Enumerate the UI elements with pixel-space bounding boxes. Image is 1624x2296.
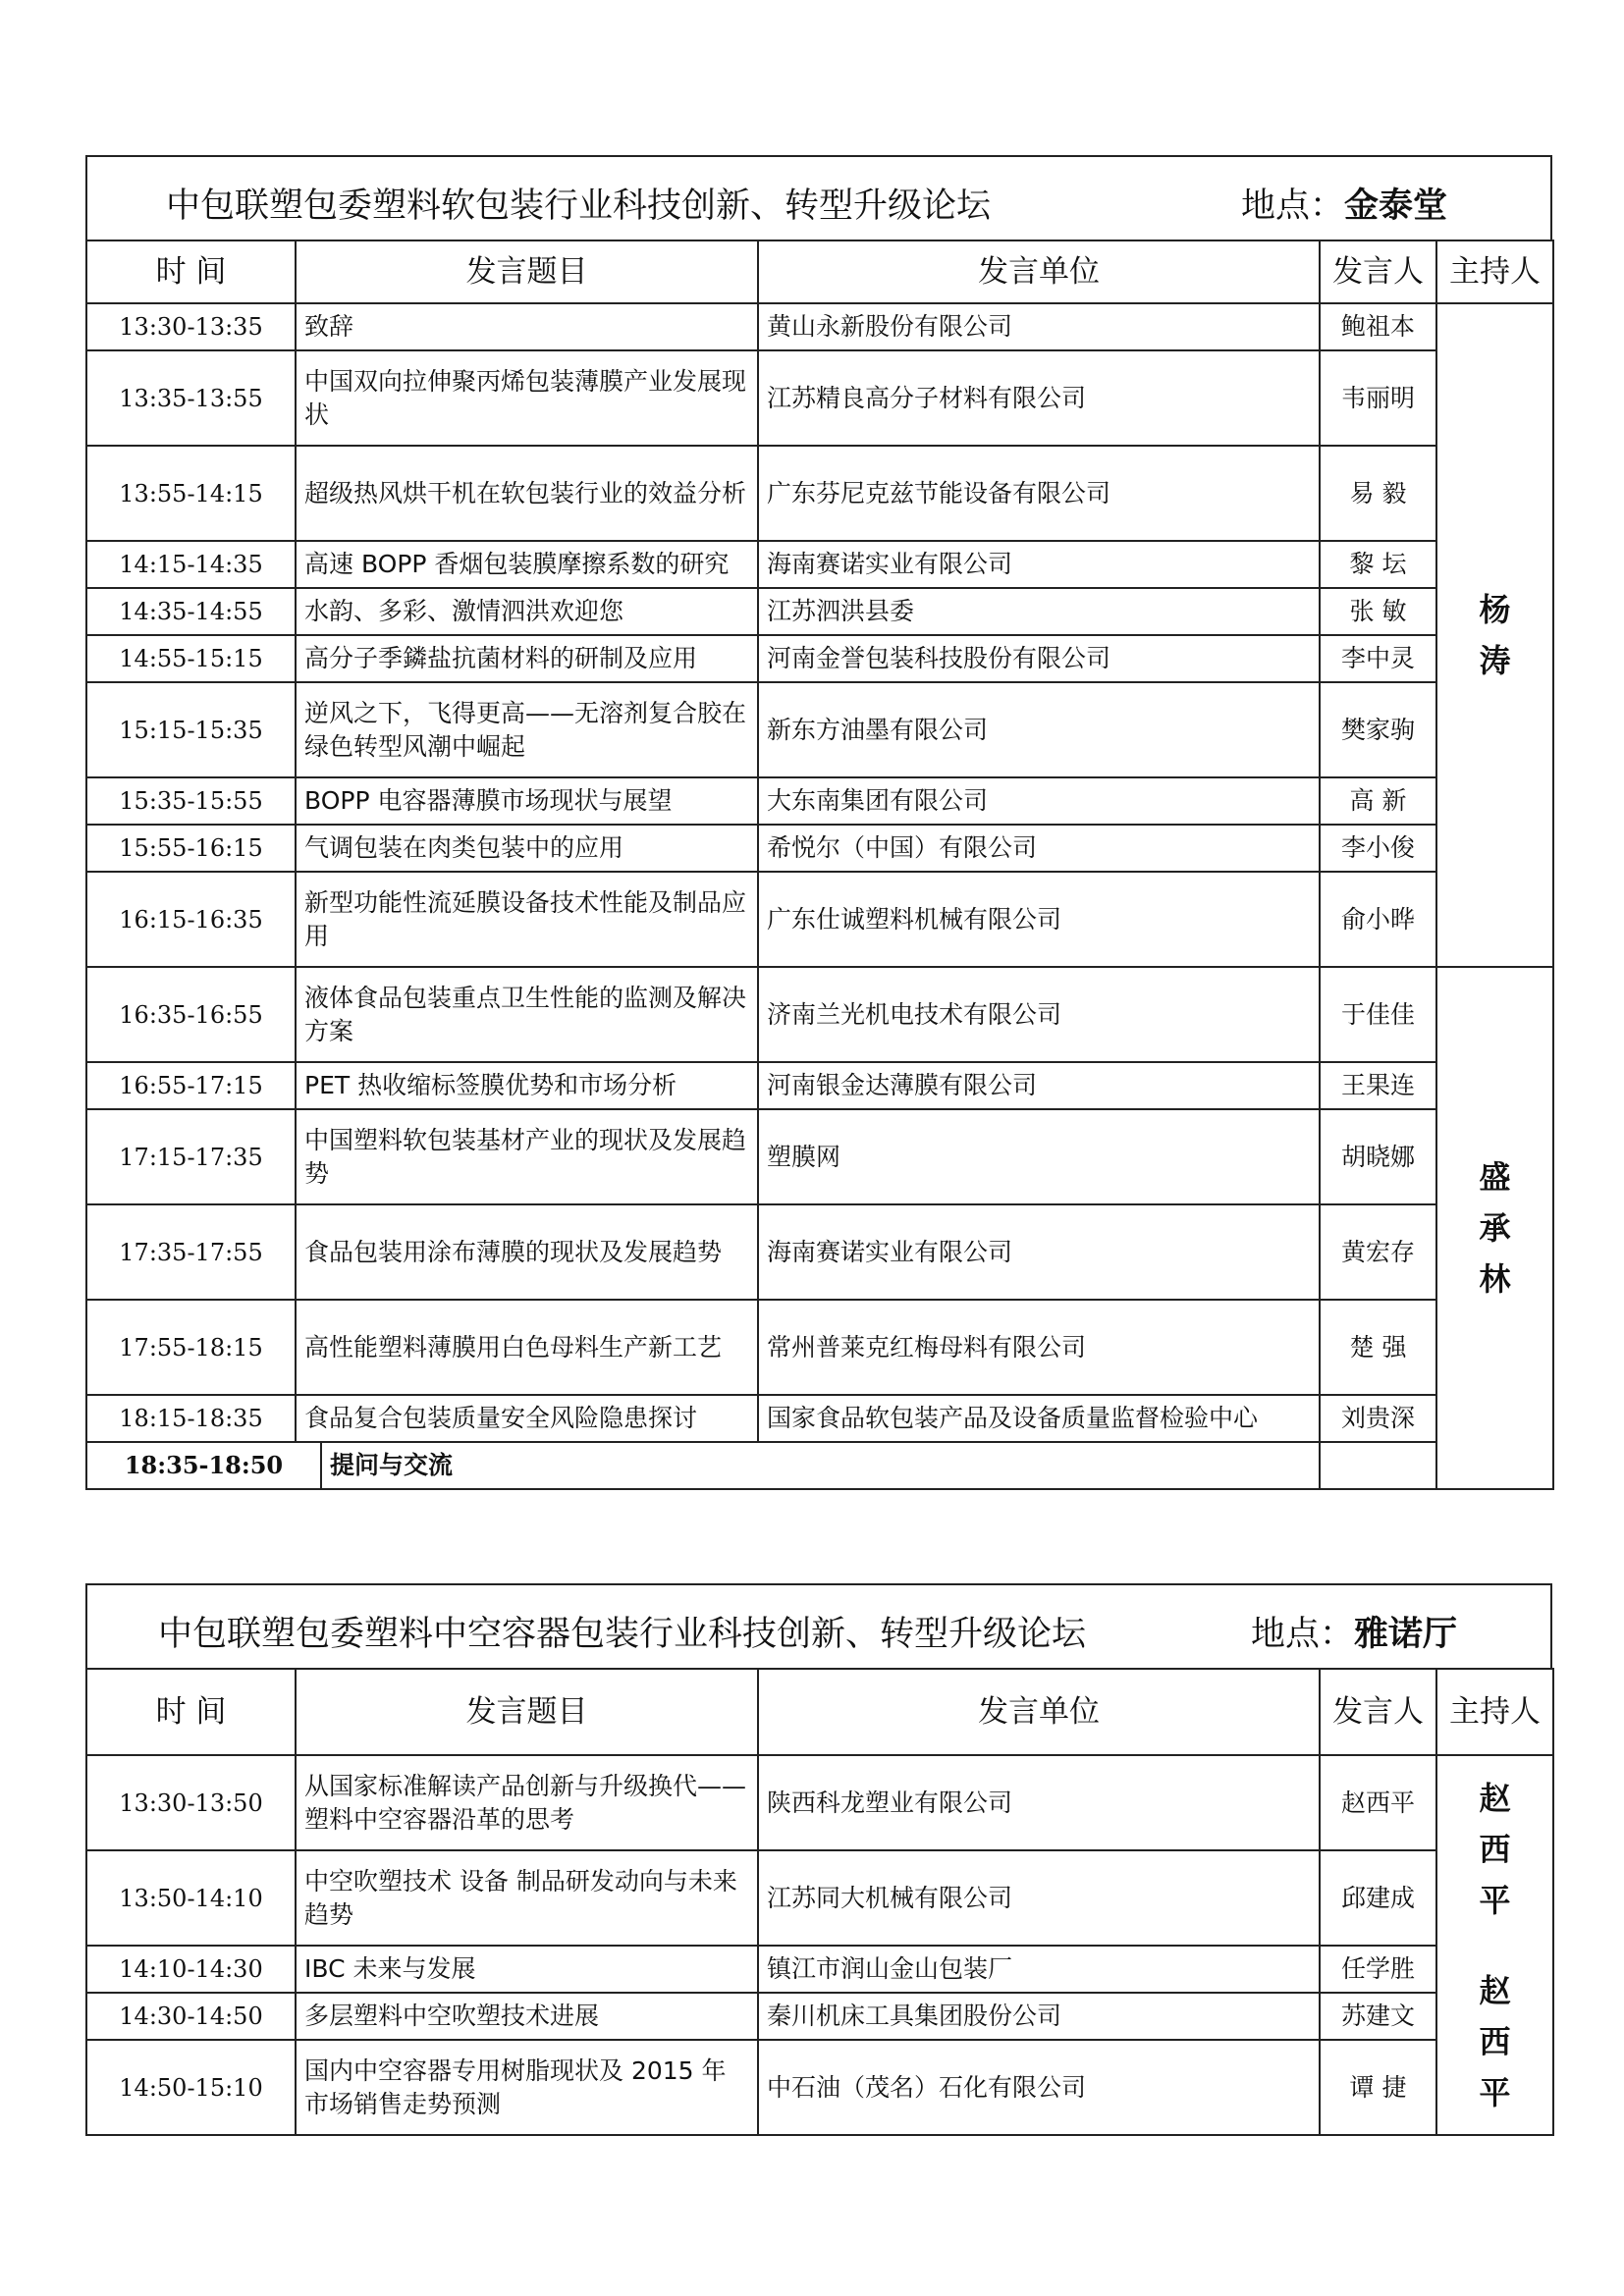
row-speaker: 赵西平 <box>1320 1755 1436 1850</box>
row-speaker: 王果连 <box>1320 1062 1436 1109</box>
table-row <box>86 1850 1553 1946</box>
row-topic: 高性能塑料薄膜用白色母料生产新工艺 <box>296 1300 758 1395</box>
row-org: 希悦尔（中国）有限公司 <box>758 825 1320 872</box>
table-row <box>86 2040 1553 2135</box>
row-time: 15:15-15:35 <box>86 682 296 777</box>
row-topic: 食品包装用涂布薄膜的现状及发展趋势 <box>296 1204 758 1300</box>
row-org: 河南金誉包装科技股份有限公司 <box>758 635 1320 682</box>
table-row <box>86 350 1553 446</box>
forum2-title-bar <box>85 1583 1552 1668</box>
row-speaker: 樊家驹 <box>1320 682 1436 777</box>
row-speaker: 楚 强 <box>1320 1300 1436 1395</box>
header-org: 发言单位 <box>758 1669 1320 1755</box>
row-speaker: 易 毅 <box>1320 446 1436 541</box>
host-cell <box>1436 1755 1553 2135</box>
row-time: 14:50-15:10 <box>86 2040 296 2135</box>
row-speaker: 胡晓娜 <box>1320 1109 1436 1204</box>
header-host: 主持人 <box>1436 240 1553 303</box>
row-speaker: 张 敏 <box>1320 588 1436 635</box>
header-time: 时 间 <box>86 1669 296 1755</box>
host-name: 赵西平 <box>1479 1779 1511 1919</box>
header-speaker: 发言人 <box>1320 240 1436 303</box>
host-cell <box>1436 303 1553 967</box>
row-speaker: 高 新 <box>1320 777 1436 825</box>
row-org: 大东南集团有限公司 <box>758 777 1320 825</box>
row-speaker: 苏建文 <box>1320 1993 1436 2040</box>
table-row <box>86 446 1553 541</box>
forum2-schedule-table <box>85 1668 1554 2136</box>
row-topic: 多层塑料中空吹塑技术进展 <box>296 1993 758 2040</box>
row-time: 17:15-17:35 <box>86 1109 296 1204</box>
row-org: 塑膜网 <box>758 1109 1320 1204</box>
row-time: 17:55-18:15 <box>86 1300 296 1395</box>
row-time: 14:55-15:15 <box>86 635 296 682</box>
row-org: 河南银金达薄膜有限公司 <box>758 1062 1320 1109</box>
row-topic: 水韵、多彩、激情泗洪欢迎您 <box>296 588 758 635</box>
qa-time: 18:35-18:50 <box>87 1443 322 1488</box>
forum2-block <box>85 1583 1552 2136</box>
forum1-location-name: 金泰堂 <box>1344 187 1448 226</box>
forum1-schedule-table <box>85 240 1554 1490</box>
table-row <box>86 541 1553 588</box>
row-org: 江苏泗洪县委 <box>758 588 1320 635</box>
host-name-2: 赵西平 <box>1479 1971 1511 2111</box>
header-topic: 发言题目 <box>296 240 758 303</box>
row-speaker: 邱建成 <box>1320 1850 1436 1946</box>
row-topic: 新型功能性流延膜设备技术性能及制品应用 <box>296 872 758 967</box>
row-topic: BOPP 电容器薄膜市场现状与展望 <box>296 777 758 825</box>
row-topic: 高速 BOPP 香烟包装膜摩擦系数的研究 <box>296 541 758 588</box>
row-time: 13:30-13:50 <box>86 1755 296 1850</box>
table-row <box>86 588 1553 635</box>
row-speaker: 刘贵深 <box>1320 1395 1436 1442</box>
row-org: 广东芬尼克兹节能设备有限公司 <box>758 446 1320 541</box>
table-row <box>86 872 1553 967</box>
row-topic: 国内中空容器专用树脂现状及 2015 年市场销售走势预测 <box>296 2040 758 2135</box>
table-row <box>86 1062 1553 1109</box>
row-time: 14:15-14:35 <box>86 541 296 588</box>
table-row <box>86 777 1553 825</box>
row-org: 海南赛诺实业有限公司 <box>758 1204 1320 1300</box>
forum1-title-bar <box>85 155 1552 240</box>
header-topic: 发言题目 <box>296 1669 758 1755</box>
table-row <box>86 682 1553 777</box>
row-org: 镇江市润山金山包装厂 <box>758 1946 1320 1993</box>
row-topic: 逆风之下，飞得更高——无溶剂复合胶在绿色转型风潮中崛起 <box>296 682 758 777</box>
row-topic: 中国双向拉伸聚丙烯包装薄膜产业发展现状 <box>296 350 758 446</box>
table-row <box>86 825 1553 872</box>
row-speaker: 黄宏存 <box>1320 1204 1436 1300</box>
forum1-location-label: 地点： <box>1241 187 1345 226</box>
row-speaker: 鲍祖本 <box>1320 303 1436 350</box>
forum1-block <box>85 155 1552 1490</box>
row-time: 18:15-18:35 <box>86 1395 296 1442</box>
table-row <box>86 1755 1553 1850</box>
header-org: 发言单位 <box>758 240 1320 303</box>
forum2-title: 中包联塑包委塑料中空容器包装行业科技创新、转型升级论坛 <box>158 1615 1087 1654</box>
row-time: 14:30-14:50 <box>86 1993 296 2040</box>
host-name: 杨 涛 <box>1479 591 1511 679</box>
table-row <box>86 1993 1553 2040</box>
table-row <box>86 1204 1553 1300</box>
table-row <box>86 1300 1553 1395</box>
row-topic: 气调包装在肉类包装中的应用 <box>296 825 758 872</box>
row-org: 黄山永新股份有限公司 <box>758 303 1320 350</box>
table-row <box>86 967 1553 1062</box>
qa-cell <box>86 1442 1320 1489</box>
table-row <box>86 1946 1553 1993</box>
row-topic: 食品复合包装质量安全风险隐患探讨 <box>296 1395 758 1442</box>
table-row <box>86 1395 1553 1442</box>
row-speaker: 于佳佳 <box>1320 967 1436 1062</box>
row-org: 江苏精良高分子材料有限公司 <box>758 350 1320 446</box>
table-row <box>86 303 1553 350</box>
header-host: 主持人 <box>1436 1669 1553 1755</box>
row-org: 江苏同大机械有限公司 <box>758 1850 1320 1946</box>
qa-speaker-empty <box>1320 1442 1436 1489</box>
row-topic: 致辞 <box>296 303 758 350</box>
row-org: 广东仕诚塑料机械有限公司 <box>758 872 1320 967</box>
row-time: 13:50-14:10 <box>86 1850 296 1946</box>
row-org: 中石油（茂名）石化有限公司 <box>758 2040 1320 2135</box>
header-time: 时 间 <box>86 240 296 303</box>
row-org: 常州普莱克红梅母料有限公司 <box>758 1300 1320 1395</box>
forum1-title: 中包联塑包委塑料软包装行业科技创新、转型升级论坛 <box>166 187 992 226</box>
table-row <box>86 1109 1553 1204</box>
row-topic: 中空吹塑技术 设备 制品研发动向与未来趋势 <box>296 1850 758 1946</box>
row-topic: 超级热风烘干机在软包装行业的效益分析 <box>296 446 758 541</box>
row-topic: 中国塑料软包装基材产业的现状及发展趋势 <box>296 1109 758 1204</box>
row-time: 15:35-15:55 <box>86 777 296 825</box>
row-time: 16:55-17:15 <box>86 1062 296 1109</box>
row-org: 海南赛诺实业有限公司 <box>758 541 1320 588</box>
header-speaker: 发言人 <box>1320 1669 1436 1755</box>
row-speaker: 李中灵 <box>1320 635 1436 682</box>
row-time: 17:35-17:55 <box>86 1204 296 1300</box>
row-topic: PET 热收缩标签膜优势和市场分析 <box>296 1062 758 1109</box>
row-time: 16:35-16:55 <box>86 967 296 1062</box>
forum1-location <box>1241 179 1447 228</box>
row-topic: IBC 未来与发展 <box>296 1946 758 1993</box>
row-speaker: 李小俊 <box>1320 825 1436 872</box>
row-time: 14:35-14:55 <box>86 588 296 635</box>
qa-row <box>86 1442 1553 1489</box>
table-row <box>86 635 1553 682</box>
row-time: 14:10-14:30 <box>86 1946 296 1993</box>
forum2-location <box>1251 1607 1457 1656</box>
qa-topic: 提问与交流 <box>330 1451 454 1479</box>
row-time: 13:35-13:55 <box>86 350 296 446</box>
row-speaker: 谭 捷 <box>1320 2040 1436 2135</box>
host-spacer <box>1437 1926 1552 1965</box>
row-speaker: 俞小晔 <box>1320 872 1436 967</box>
row-org: 济南兰光机电技术有限公司 <box>758 967 1320 1062</box>
row-time: 15:55-16:15 <box>86 825 296 872</box>
forum1-header-row <box>86 240 1553 303</box>
forum2-location-name: 雅诺厅 <box>1354 1615 1458 1654</box>
row-topic: 液体食品包装重点卫生性能的监测及解决方案 <box>296 967 758 1062</box>
row-org: 秦川机床工具集团股份公司 <box>758 1993 1320 2040</box>
row-topic: 高分子季鏻盐抗菌材料的研制及应用 <box>296 635 758 682</box>
row-speaker: 韦丽明 <box>1320 350 1436 446</box>
row-time: 16:15-16:35 <box>86 872 296 967</box>
row-topic: 从国家标准解读产品创新与升级换代——塑料中空容器沿革的思考 <box>296 1755 758 1850</box>
row-org: 陕西科龙塑业有限公司 <box>758 1755 1320 1850</box>
row-speaker: 黎 坛 <box>1320 541 1436 588</box>
row-time: 13:30-13:35 <box>86 303 296 350</box>
row-time: 13:55-14:15 <box>86 446 296 541</box>
host-cell <box>1436 967 1553 1489</box>
row-org: 国家食品软包装产品及设备质量监督检验中心 <box>758 1395 1320 1442</box>
forum2-header-row <box>86 1669 1553 1755</box>
host-name: 盛承林 <box>1479 1158 1511 1298</box>
row-speaker: 任学胜 <box>1320 1946 1436 1993</box>
row-org: 新东方油墨有限公司 <box>758 682 1320 777</box>
forum2-location-label: 地点： <box>1251 1615 1355 1654</box>
